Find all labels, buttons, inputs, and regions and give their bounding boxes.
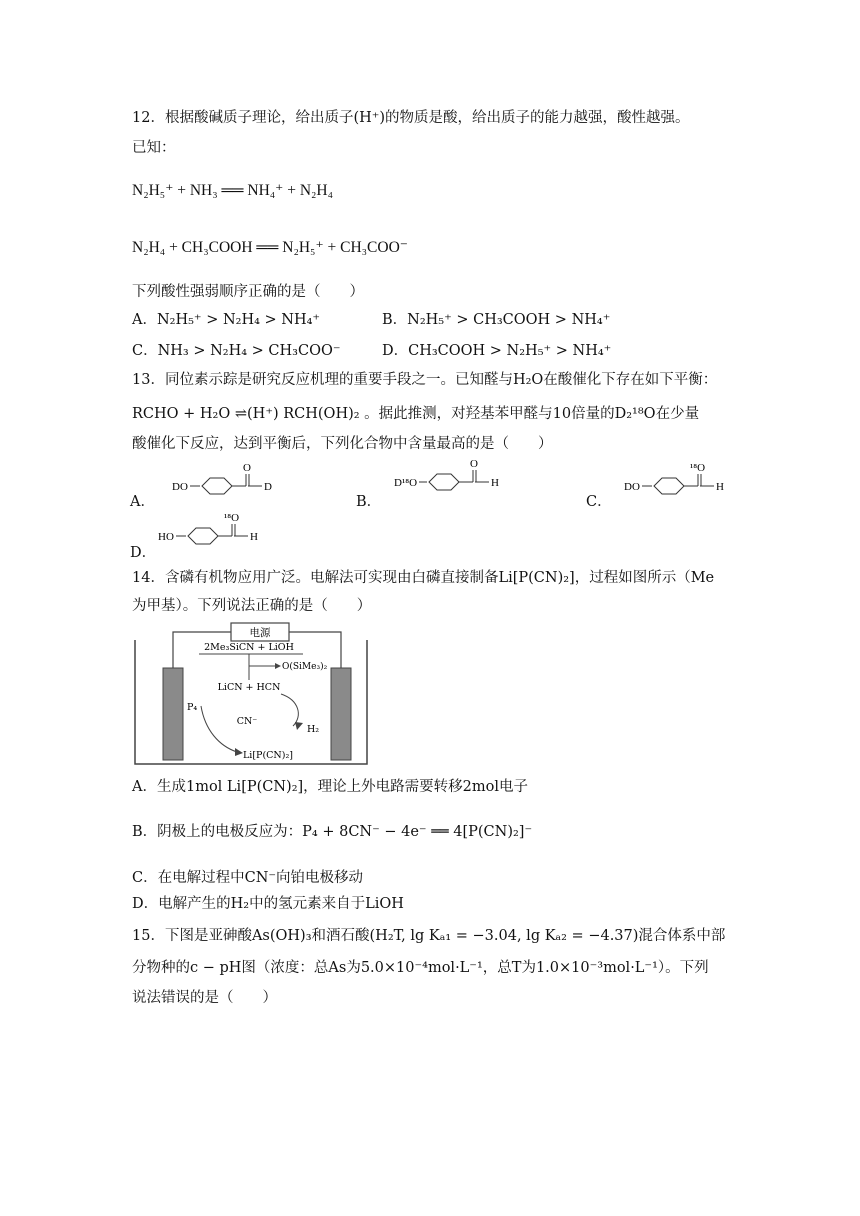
q13-option-b[interactable]: B． [356,494,382,510]
mol-a-left: DO [172,481,188,493]
q12-stem-line1: 12．根据酸碱质子理论，给出质子(H⁺)的物质是酸，给出质子的能力越强，酸性越强。 [132,110,690,126]
mol-b-right: H [491,477,499,489]
mol-d-right: H [250,531,258,543]
q14-option-c[interactable]: C．在电解过程中CN⁻向铂电极移动 [132,870,364,886]
q12-option-b[interactable]: B．N₂H₅⁺ > CH₃COOH > NH₄⁺ [382,312,611,328]
q14-option-b[interactable]: B．阴极上的电极反应为：P₄ + 8CN⁻ − 4e⁻ ══ 4[P(CN)₂]⁻ [132,824,533,840]
q12-option-d[interactable]: D．CH₃COOH > N₂H₅⁺ > NH₄⁺ [382,343,612,359]
power-label: 电源 [249,627,271,639]
mol-c-left: DO [624,481,640,493]
mid-label: LiCN + HCN [217,682,281,693]
p4-label: P₄ [187,702,198,713]
mol-a-right: D [264,481,272,493]
cn-label: CN⁻ [236,716,258,727]
q15-stem-line2: 分物种的c − pH图（浓度：总As为5.0×10⁻⁴mol·L⁻¹，总T为1.0×10⁻³mol·L⁻¹）。下列 [132,960,709,976]
q13-option-d[interactable]: D． [130,545,157,561]
mol-b-left: D¹⁸O [394,477,418,489]
platinum-electrode [331,668,351,760]
q15-stem-line1: 15．下图是亚砷酸As(OH)₃和酒石酸(H₂T, lg Kₐ₁ = −3.04, lg Kₐ₂ = −4.37)混合体系中部 [132,928,726,944]
h2-label: H₂ [307,724,320,735]
mol-c-oxygen: ¹⁸O [690,462,706,474]
electrolysis-diagram [131,620,374,768]
q13-molecule-c [622,460,737,502]
mol-b-oxygen: O [470,458,478,470]
q13-molecule-a [170,460,285,502]
q13-option-c[interactable]: C． [586,494,612,510]
q15-stem-line3: 说法错误的是（ ） [132,990,277,1006]
q13-stem-line1: 13．同位素示踪是研究反应机理的重要手段之一。已知醛与H₂O在酸催化下存在如下平衡： [132,372,718,388]
q13-stem-line3: 酸催化下反应，达到平衡后，下列化合物中含量最高的是（ ） [132,436,553,452]
reactants-label: 2Me₃SiCN + LiOH [204,642,294,653]
byproduct-label: O(SiMe₃)₂ [282,662,328,672]
q13-option-a[interactable]: A． [130,494,155,510]
mol-d-oxygen: ¹⁸O [224,512,240,524]
q14-option-d[interactable]: D．电解产生的H₂中的氢元素来自于LiOH [132,896,404,912]
q14-option-a[interactable]: A．生成1mol Li[P(CN)₂]，理论上外电路需要转移2mol电子 [132,779,529,795]
q14-stem-line2: 为甲基）。下列说法正确的是（ ） [132,598,372,614]
mol-d-left: HO [158,531,174,543]
q12-equation-1: N₂H₅⁺ + NH₃ ══ NH₄⁺ + N₂H₄ [132,182,334,199]
q12-question: 下列酸性强弱顺序正确的是（ ） [132,284,364,300]
mol-c-right: H [716,481,724,493]
q12-stem-line2: 已知： [132,140,176,156]
mol-a-oxygen: O [243,462,251,474]
q12-option-c[interactable]: C．NH₃ > N₂H₄ > CH₃COO⁻ [132,343,341,359]
q13-stem-line2: RCHO + H₂O ⇌(H⁺) RCH(OH)₂ 。据此推测，对羟基苯甲醛与10倍量的D₂¹⁸O在少量 [132,406,700,422]
product-label: Li[P(CN)₂] [243,750,293,761]
q12-equation-2: N₂H₄ + CH₃COOH ══ N₂H₅⁺ + CH₃COO⁻ [132,239,408,256]
q13-molecule-b [392,456,512,498]
q13-molecule-d [156,510,271,552]
q12-option-a[interactable]: A．N₂H₅⁺ > N₂H₄ > NH₄⁺ [132,312,321,328]
graphite-electrode [163,668,183,760]
q14-stem-line1: 14．含磷有机物应用广泛。电解法可实现由白磷直接制备Li[P(CN)₂]，过程如图所示（Me [132,570,715,586]
